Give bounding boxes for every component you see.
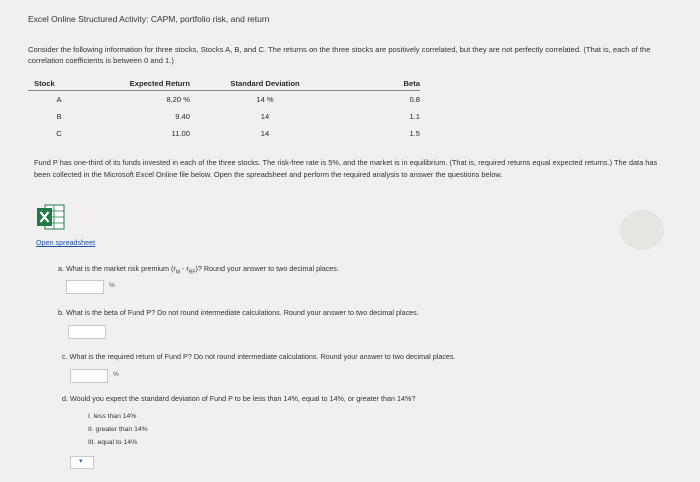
background-smudge bbox=[620, 210, 664, 250]
table-row bbox=[28, 108, 420, 125]
column-header-beta: Beta bbox=[340, 76, 420, 91]
option-1: I. less than 14% bbox=[88, 413, 137, 420]
option-3: III. equal to 14% bbox=[88, 439, 138, 446]
subscript-m: M bbox=[175, 269, 180, 276]
answer-a-unit: % bbox=[109, 282, 115, 289]
chevron-down-icon: ▾ bbox=[79, 458, 83, 465]
question-d: d. Would you expect the standard deviation of Fund P to be less than 14%, equal to 14%, or greater than 14%? bbox=[62, 394, 416, 403]
table-cell: 1.1 bbox=[409, 112, 420, 121]
option-2: II. greater than 14% bbox=[88, 426, 148, 433]
question-a-tail: )? Round your answer to two decimal places. bbox=[195, 264, 339, 273]
question-a bbox=[58, 264, 339, 275]
answer-b-input[interactable] bbox=[68, 325, 106, 339]
question-a-dash: - r bbox=[180, 264, 189, 273]
column-header-expected-return: Expected Return bbox=[90, 76, 190, 91]
table-cell: 14 % bbox=[256, 95, 274, 104]
table-cell: 8.20 % bbox=[166, 95, 190, 104]
intro-text: Consider the following information for three stocks, Stocks A, B, and C. The returns on the three stocks are positively correlated, but they are not perfectly correlated. (That is, each of the correlation coefficients is between 0 and 1.) bbox=[28, 45, 651, 65]
table-cell: C bbox=[56, 129, 62, 138]
question-c: c. What is the required return of Fund P? Do not round intermediate calculations. Round your answer to two decimal places. bbox=[62, 352, 456, 361]
table-row bbox=[28, 125, 420, 142]
table-row bbox=[28, 91, 420, 109]
answer-d-select[interactable] bbox=[70, 456, 94, 469]
excel-icon[interactable] bbox=[36, 203, 66, 231]
answer-c-input[interactable] bbox=[70, 369, 108, 383]
open-spreadsheet-link[interactable]: Open spreadsheet bbox=[36, 238, 96, 247]
table-cell: B bbox=[56, 112, 62, 121]
stocks-table bbox=[28, 76, 420, 142]
answer-a-input[interactable] bbox=[66, 280, 104, 294]
question-a-text: a. What is the market risk premium (r bbox=[58, 264, 176, 273]
table-cell: 14 bbox=[260, 129, 270, 138]
question-b: b. What is the beta of Fund P? Do not round intermediate calculations. Round your answer to two decimal places. bbox=[58, 308, 419, 317]
column-header-stock: Stock bbox=[28, 76, 90, 91]
table-cell: A bbox=[56, 95, 62, 104]
answer-c-unit: % bbox=[113, 371, 119, 378]
table-header-row bbox=[28, 76, 420, 91]
fund-description: Fund P has one-third of its funds invested in each of the three stocks. The risk-free rate is 5%, and the market is in equilibrium. (That is, required returns equal expected returns.) The data has been collected in the Microsoft Excel Online file below. Open the spreadsheet and perform the required analysis to answer the questions below. bbox=[34, 158, 658, 179]
column-header-standard-deviation: Standard Deviation bbox=[190, 76, 340, 91]
table-cell: 11.00 bbox=[171, 129, 190, 138]
table-cell: 0.8 bbox=[409, 95, 420, 104]
table-cell: 9.40 bbox=[175, 112, 190, 121]
page-title: Excel Online Structured Activity: CAPM, portfolio risk, and return bbox=[28, 14, 270, 24]
subscript-rf: RF bbox=[188, 269, 196, 276]
table-cell: 14 bbox=[260, 112, 270, 121]
table-cell: 1.5 bbox=[409, 129, 420, 138]
